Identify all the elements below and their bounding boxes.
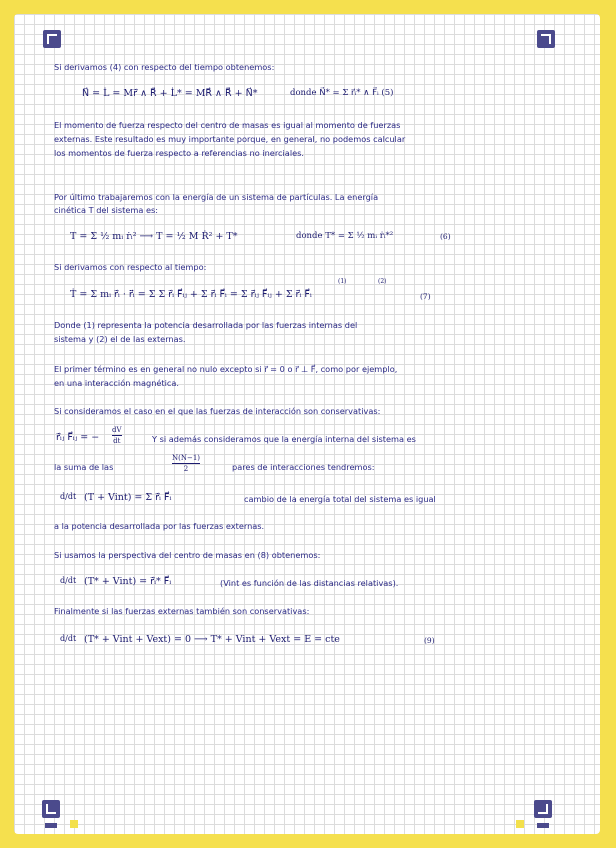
text-line-4: los momentos de fuerza respecto a referencias no inerciales. [54,148,305,158]
equation-cm-energy-rate: (T* + Vint) = r⃗̇ᵢ* F⃗ᵢ [84,576,172,587]
corner-mark-bottom-left-icon [42,800,60,818]
text-line-8: Donde (1) representa la potencia desarrollada por las fuerzas internas del [54,320,358,330]
yellow-square-bottom-left [70,820,78,828]
text-line-20: Finalmente si las fuerzas externas también son conservativas: [54,606,310,616]
fraction-denominator: dt [113,437,121,445]
text-line-18: Si usamos la perspectiva del centro de masas en (8) obtenemos: [54,550,321,560]
equation-number-9: (9) [424,636,435,645]
equation-torque: N⃗ = L̇ = Mr⃗̇ ∧ R⃗̇ + L̇* = MR⃗ ∧ R⃗̈ + N⃗* [82,88,258,99]
text-line-3: externas. Este resultado es muy importante porque, en general, no podemos calcular [54,134,406,144]
text-line-13: Y si además consideramos que la energía interna del sistema es [152,434,416,444]
text-line-12: Si consideramos el caso en el que las fuerzas de interacción son conservativas: [54,406,381,416]
fraction-bar [112,435,122,436]
equation-derivative-prefix-3: d/dt [60,634,77,643]
fraction-numerator: N(N−1) [172,454,201,462]
text-line-9: sistema y (2) el de las externas. [54,334,186,344]
equation-power: Ṫ = Σ mᵢ r⃗̇ᵢ · r⃗̈ᵢ = Σ Σ r⃗̇ᵢ F⃗ᵢⱼ + Σ r⃗̇ᵢ F⃗ᵢ = Σ r⃗̇ᵢⱼ F⃗ᵢⱼ + Σ r⃗̇ᵢ F⃗ᵢ [70,289,312,300]
equation-number-7: (7) [420,292,431,301]
fraction-pairs [172,454,200,473]
fraction-bar [172,463,200,464]
equation-number-6: (6) [440,232,451,241]
equation-label-1: (1) [338,278,347,285]
text-line-10: El primer término es en general no nulo excepto si r⃗ = 0 o r⃗ ⊥ F⃗, como por ejemplo, [54,364,398,374]
text-line-1: Si derivamos (4) con respecto del tiempo obtenemos: [54,62,275,72]
equation-energy-rate: (T + Vint) = Σ r⃗̇ᵢ F⃗ᵢ [84,492,172,503]
equation-kinetic-energy: T = Σ ½ mᵢ ṙᵢ² ⟶ T = ½ M Ṙ² + T* [70,231,238,242]
equation-label-2: (2) [378,278,387,285]
equation-derivative-prefix-1: d/dt [60,492,77,501]
corner-mark-top-right-icon [537,30,555,48]
equation-derivative-prefix-2: d/dt [60,576,77,585]
text-line-15: pares de interacciones tendremos: [232,462,375,472]
text-line-7: Si derivamos con respecto al tiempo: [54,262,207,272]
yellow-square-bottom-right [516,820,524,828]
equation-torque-definition: donde N⃗* = Σ r⃗ᵢ* ∧ F⃗ᵢ (5) [290,88,394,98]
text-line-11: en una interacción magnética. [54,378,180,388]
text-line-14: la suma de las [54,462,114,472]
equation-kinetic-definition: donde T* = Σ ½ mᵢ ṙᵢ*² [296,231,394,241]
text-line-17: a la potencia desarrollada por las fuerzas externas. [54,521,265,531]
fraction-numerator: dV [112,426,122,434]
corner-mark-top-left-icon [43,30,61,48]
equation-energy-conservation: (T* + Vint + Vext) = 0 ⟶ T* + Vint + Vext = E = cte [84,634,340,645]
equation-conservative-force: r⃗̇ᵢⱼ F⃗ᵢⱼ = − [56,432,100,443]
text-line-19: (Vint es función de las distancias relativas). [220,578,399,588]
text-line-5: Por último trabajaremos con la energía de un sistema de partículas. La energía [54,192,379,202]
text-line-16: cambio de la energía total del sistema es igual [244,494,436,504]
fraction-denominator: 2 [183,465,189,473]
corner-bar-bottom-right [537,823,549,828]
corner-bar-bottom-left [45,823,57,828]
fraction-dv-dt [112,426,122,445]
text-line-2: El momento de fuerza respecto del centro de masas es igual al momento de fuerzas [54,120,401,130]
text-line-6: cinética T del sistema es: [54,205,159,215]
corner-mark-bottom-right-icon [534,800,552,818]
